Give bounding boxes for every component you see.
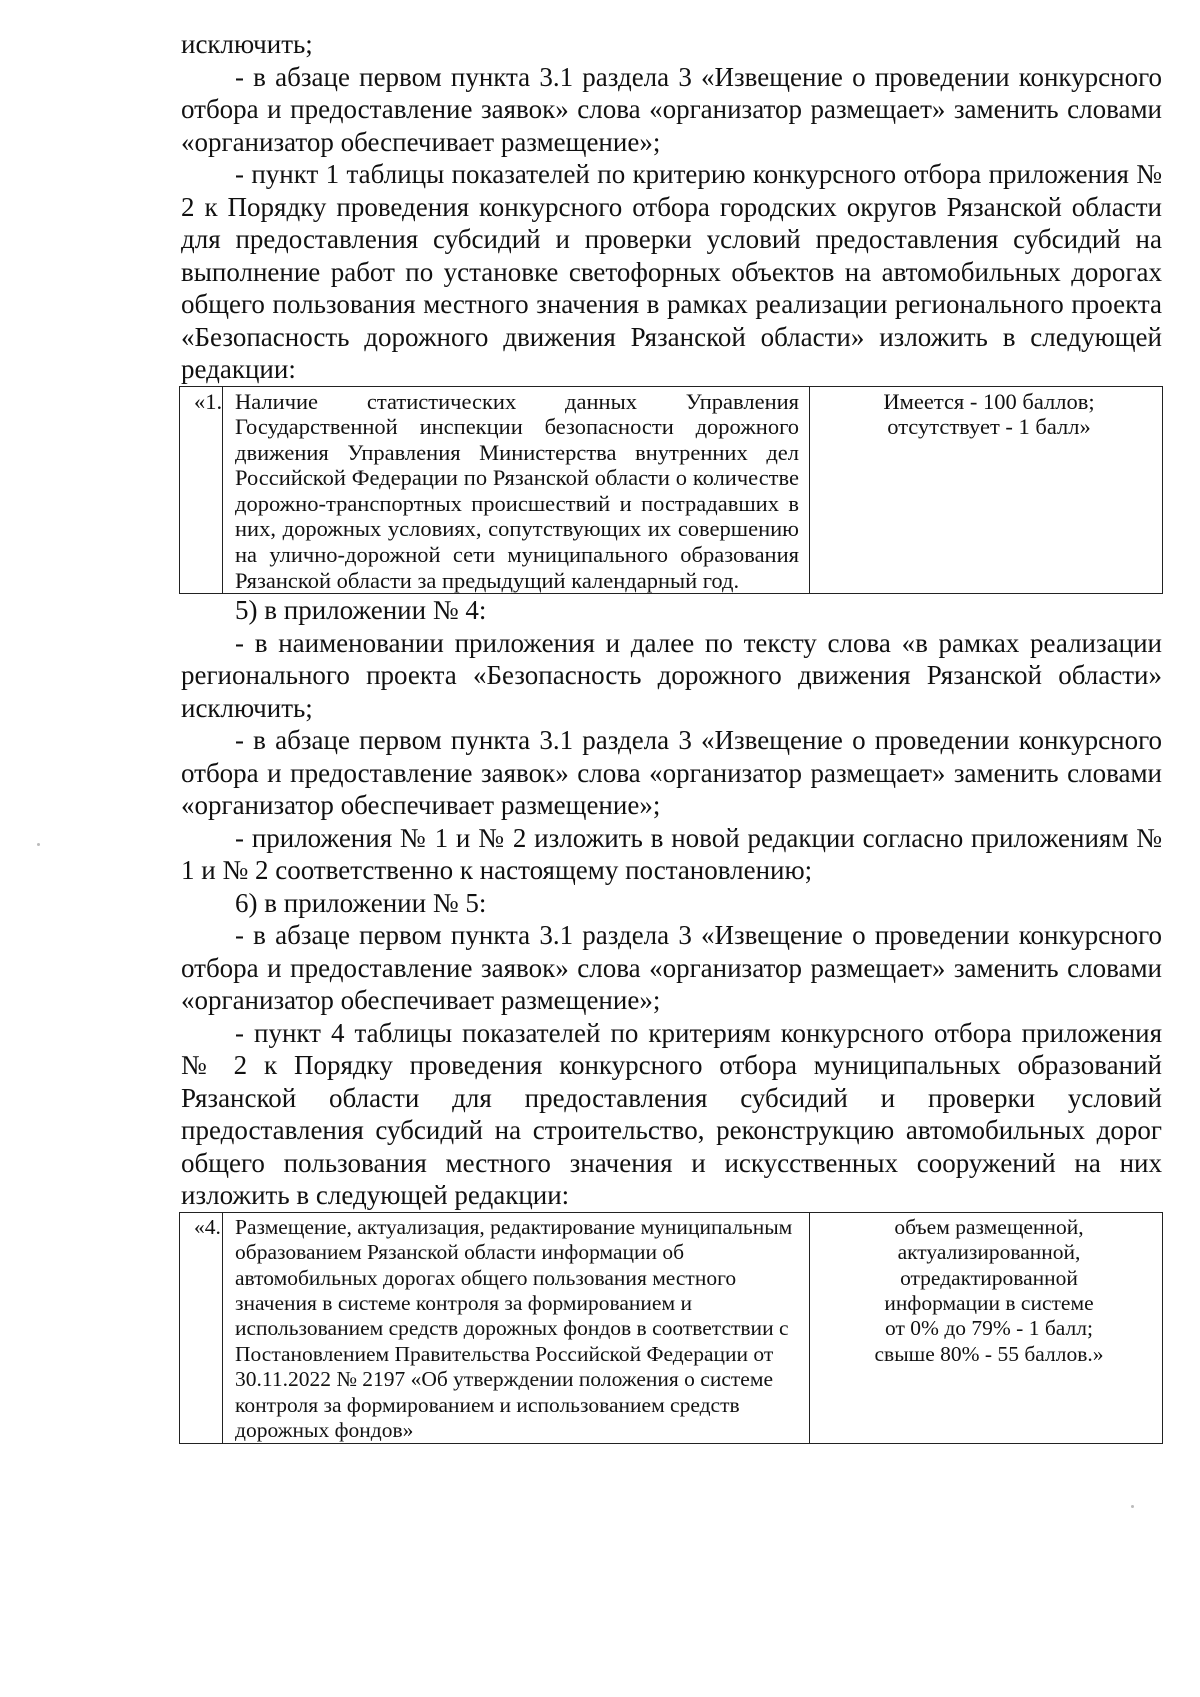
paragraph: - пункт 4 таблицы показателей по критериям конкурсного отбора приложения № 2 к Порядку проведения конкурсного отбора муниципальных образований Рязанской области для предоставления субсидий и проверки условий предоставления субсидий на строительство, реконструкцию автомобильных дорог общего пользования местного значения и искусственных сооружений на них изложить в следующей редакции:	[181, 1017, 1162, 1211]
paragraph: - приложения № 1 и № 2 изложить в новой редакции согласно приложениям № 1 и № 2 соответственно к настоящему постановлению;	[181, 822, 1162, 886]
paragraph: - пункт 1 таблицы показателей по критерию конкурсного отбора приложения № 2 к Порядку проведения конкурсного отбора городских округов Рязанской области для предоставления субсидий и проверки условий предоставления субсидий на выполнение работ по установке светофорных объектов на автомобильных дорогах общего пользования местного значения в рамках реализации регионального проекта «Безопасность дорожного движения Рязанской области» изложить в следующей редакции:	[181, 159, 1162, 384]
paragraph: - в абзаце первом пункта 3.1 раздела 3 «Извещение о проведении конкурсного отбора и предоставление заявок» слова «организатор размещает» заменить словами «организатор обеспечивает размещение»;	[181, 61, 1162, 157]
score-line: актуализированной,	[897, 1240, 1081, 1265]
table-row	[180, 386, 1163, 594]
score-line: от 0% до 79% - 1 балл;	[885, 1316, 1093, 1341]
criterion-score	[810, 386, 1163, 594]
scan-speck	[1131, 1505, 1134, 1508]
criterion-score	[810, 1212, 1163, 1444]
document-body	[181, 28, 1162, 1444]
criteria-table-1	[179, 386, 1163, 595]
score-line: отсутствует - 1 балл»	[887, 414, 1091, 440]
criterion-text: Наличие статистических данных Управления Государственной инспекции безопасности дорожного движения Управления Министерства внутренних дел Российской Федерации по Рязанской области о количестве дорожно-транспортных происшествий и пострадавших в них, дорожных условиях, сопутствующих их совершению на улично-дорожной сети муниципального образования Рязанской области за предыдущий календарный год.	[223, 386, 810, 594]
row-number: «1.	[180, 386, 223, 594]
paragraph: 5) в приложении № 4:	[235, 595, 487, 626]
paragraph: - в наименовании приложения и далее по тексту слова «в рамках реализации регионального проекта «Безопасность дорожного движения Рязанской области» исключить;	[181, 627, 1162, 723]
score-line: Имеется - 100 баллов;	[883, 388, 1095, 414]
paragraph: 6) в приложении № 5:	[235, 887, 487, 918]
criterion-text: Размещение, актуализация, редактирование муниципальным образованием Рязанской области информации об автомобильных дорогах общего пользования местного значения в системе контроля за формированием и использованием средств дорожных фондов в соответствии с Постановлением Правительства Российской Федерации от 30.11.2022 № 2197 «Об утверждении положения о системе контроля за формированием и использованием средств дорожных фондов»	[223, 1212, 810, 1444]
scan-speck	[37, 843, 40, 846]
paragraph: исключить;	[181, 29, 313, 59]
paragraph: - в абзаце первом пункта 3.1 раздела 3 «Извещение о проведении конкурсного отбора и предоставление заявок» слова «организатор размещает» заменить словами «организатор обеспечивает размещение»;	[181, 920, 1162, 1016]
score-line: отредактированной	[900, 1265, 1078, 1290]
row-number: «4.	[180, 1212, 223, 1444]
criteria-table-2	[179, 1212, 1163, 1445]
score-line: информации в системе	[884, 1290, 1094, 1315]
table-row	[180, 1212, 1163, 1444]
score-line: объем размещенной,	[894, 1214, 1084, 1239]
paragraph: - в абзаце первом пункта 3.1 раздела 3 «Извещение о проведении конкурсного отбора и предоставление заявок» слова «организатор размещает» заменить словами «организатор обеспечивает размещение»;	[181, 725, 1162, 821]
score-line: свыше 80% - 55 баллов.»	[874, 1341, 1104, 1366]
